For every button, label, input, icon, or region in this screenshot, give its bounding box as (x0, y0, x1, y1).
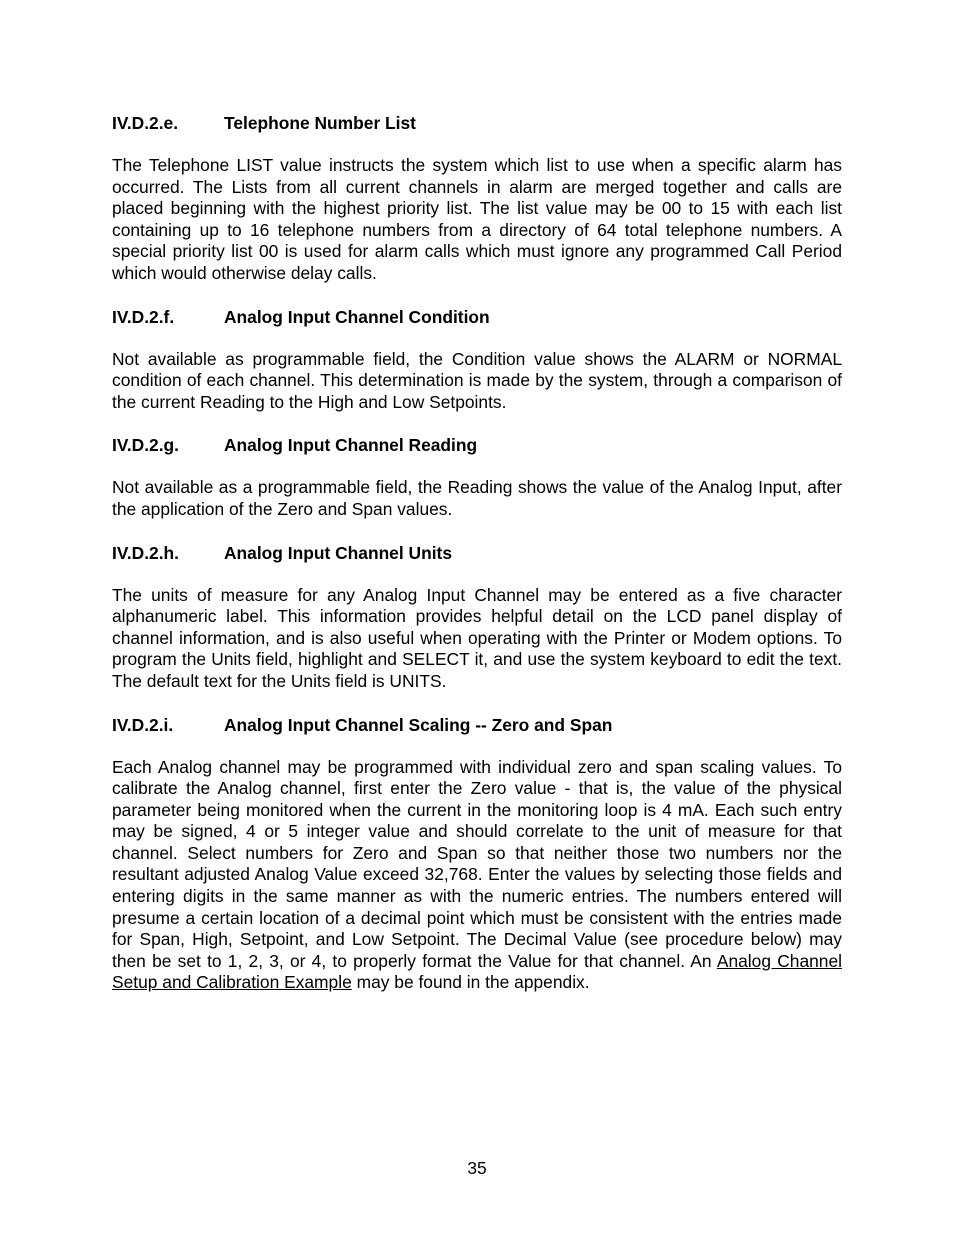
document-page (112, 112, 842, 1015)
section-title: Analog Input Channel Reading (224, 435, 478, 456)
section-heading (112, 306, 842, 328)
section-title: Analog Input Channel Condition (224, 306, 490, 327)
section-number: IV.D.2.i. (112, 714, 174, 735)
section-title: Analog Input Channel Scaling -- Zero and Span (224, 714, 613, 735)
section-analog-input-channel-reading (112, 434, 842, 520)
section-paragraph: The Telephone LIST value instructs the system which list to use when a specific alarm has occurred. The Lists from all current channels in alarm are merged together and calls are placed beginning with the highest priority list. The list value may be 00 to 15 with each list containing up to 16 telephone numbers from a directory of 64 total telephone numbers. A special priority list 00 is used for alarm calls which must ignore any programmed Call Period which would otherwise delay calls. (112, 155, 842, 283)
section-analog-input-channel-scaling (112, 714, 842, 995)
section-number: IV.D.2.f. (112, 306, 175, 327)
section-number: IV.D.2.e. (112, 113, 179, 133)
section-analog-input-channel-condition (112, 306, 842, 414)
section-heading (112, 112, 842, 134)
appendix-example-link[interactable]: Analog Channel Setup and Calibration Example (112, 950, 843, 993)
section-paragraph (112, 757, 842, 995)
section-paragraph: Not available as programmable field, the Condition value shows the ALARM or NORMAL condition of each channel. This determination is made by the system, through a comparison of the current Reading to the High and Low Setpoints. (112, 348, 842, 412)
page-number: 35 (467, 1158, 487, 1178)
section-paragraph: Not available as a programmable field, the Reading shows the value of the Analog Input, after the application of the Zero and Span values. (112, 477, 842, 519)
section-telephone-number-list (112, 112, 842, 285)
section-paragraph: The units of measure for any Analog Input Channel may be entered as a five character alphanumeric label. This information provides helpful detail on the LCD panel display of channel information, and is also useful when operating with the Printer or Modem options. To program the Units field, highlight and SELECT it, and use the system keyboard to edit the text. The default text for the Units field is UNITS. (112, 584, 842, 691)
section-title: Telephone Number List (224, 113, 416, 133)
paragraph-text-before-link: Each Analog channel may be programmed with individual zero and span scaling values. To calibrate the Analog channel, first enter the Zero value - that is, the value of the physical parameter being monitored when the current in the monitoring loop is 4 mA. Each such entry may be signed, 4 or 5 integer value and should correlate to the unit of measure for that channel. Select numbers for Zero and Span so that neither those two numbers nor the resultant adjusted Analog Value exceed 32,768. Enter the values by selecting those fields and entering digits in the same manner as with the numeric entries. The numbers entered will presume a certain location of a decimal point which must be consistent with the entries made for Span, High, Setpoint, and Low Setpoint. The Decimal Value (see procedure below) may then be set to 1, 2, 3, or 4, to properly format the Value for that channel. An (112, 756, 842, 971)
paragraph-text-after-link: may be found in the appendix. (351, 972, 590, 993)
section-number: IV.D.2.h. (112, 542, 180, 563)
section-heading (112, 714, 842, 736)
section-heading (112, 434, 842, 456)
section-title: Analog Input Channel Units (224, 542, 452, 563)
section-analog-input-channel-units (112, 542, 842, 693)
section-number: IV.D.2.g. (112, 435, 180, 456)
section-heading (112, 542, 842, 564)
